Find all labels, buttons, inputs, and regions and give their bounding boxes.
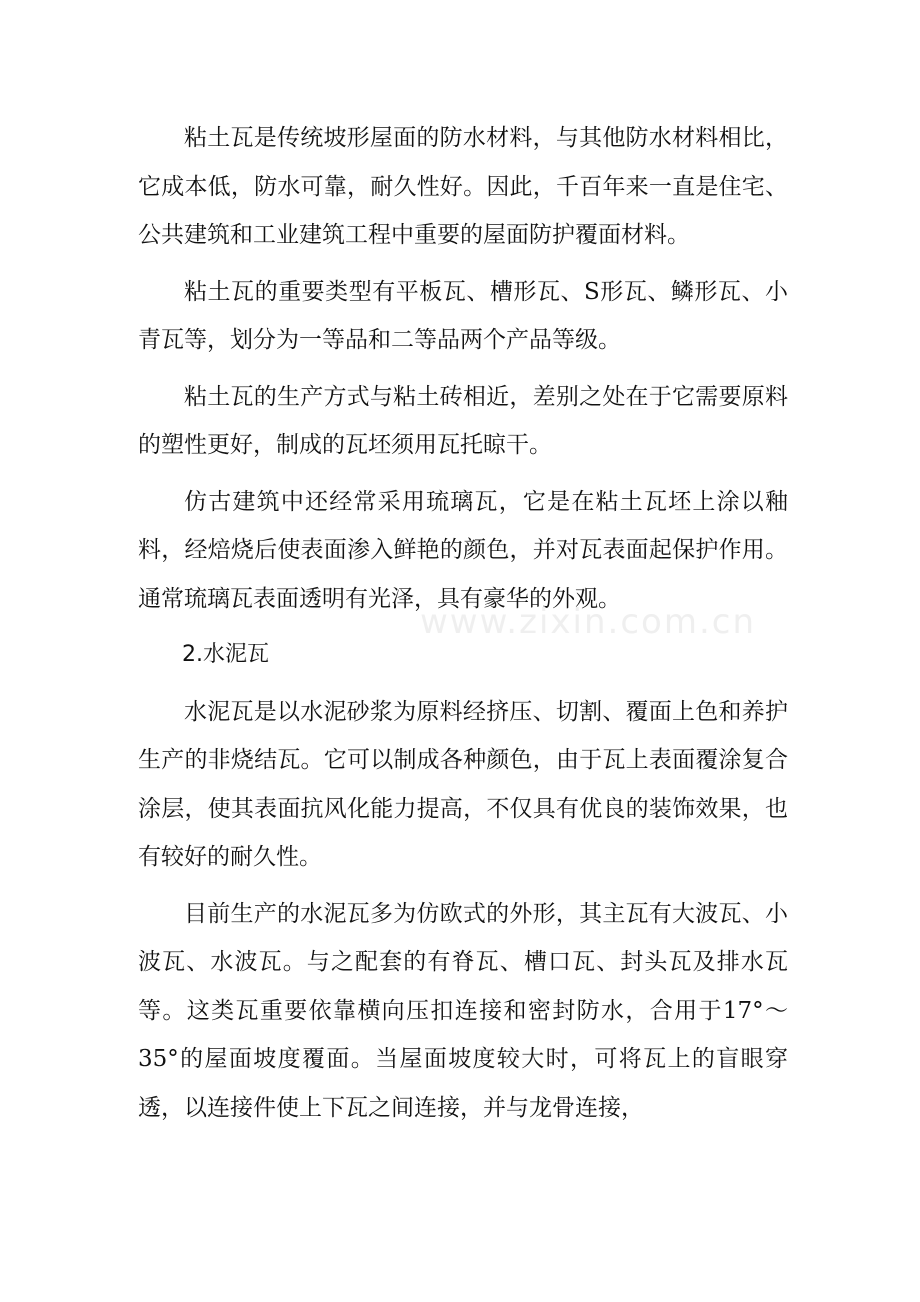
watermark: www.zixin.com.cn <box>420 602 756 642</box>
document-body <box>138 114 788 1140</box>
paragraph-cement-tile-intro: 水泥瓦是以水泥砂浆为原料经挤压、切割、覆面上色和养护生产的非烧结瓦。它可以制成各种颜色，由于瓦上表面覆涂复合涂层，使其表面抗风化能力提高，不仅具有优良的装饰效果，也有较好的耐久性。 <box>138 698 788 870</box>
paragraph-clay-tile-intro: 粘土瓦是传统坡形屋面的防水材料，与其他防水材料相比，它成本低，防水可靠，耐久性好。因此，千百年来一直是住宅、公共建筑和工业建筑工程中重要的屋面防护覆面材料。 <box>138 125 788 248</box>
paragraph-clay-tile-production: 粘土瓦的生产方式与粘土砖相近，差别之处在于它需要原料的塑性更好，制成的瓦坯须用瓦托晾干。 <box>138 383 788 458</box>
paragraph-clay-tile-types: 粘土瓦的重要类型有平板瓦、槽形瓦、S形瓦、鳞形瓦、小青瓦等，划分为一等品和二等品两个产品等级。 <box>138 278 788 353</box>
paragraph-cement-tile-types: 目前生产的水泥瓦多为仿欧式的外形，其主瓦有大波瓦、小波瓦、水波瓦。与之配套的有脊瓦、槽口瓦、封头瓦及排水瓦等。这类瓦重要依靠横向压扣连接和密封防水，合用于17°～35°的屋面坡度覆面。当屋面坡度较大时，可将瓦上的盲眼穿透，以连接件使上下瓦之间连接，并与龙骨连接， <box>138 900 788 1121</box>
paragraph-glazed-tile: 仿古建筑中还经常采用琉璃瓦，它是在粘土瓦坯上涂以釉料，经焙烧后使表面渗入鲜艳的颜色，并对瓦表面起保护作用。通常琉璃瓦表面透明有光泽，具有豪华的外观。 <box>138 488 788 612</box>
section-heading-cement-tile: 2.水泥瓦 <box>182 642 269 667</box>
